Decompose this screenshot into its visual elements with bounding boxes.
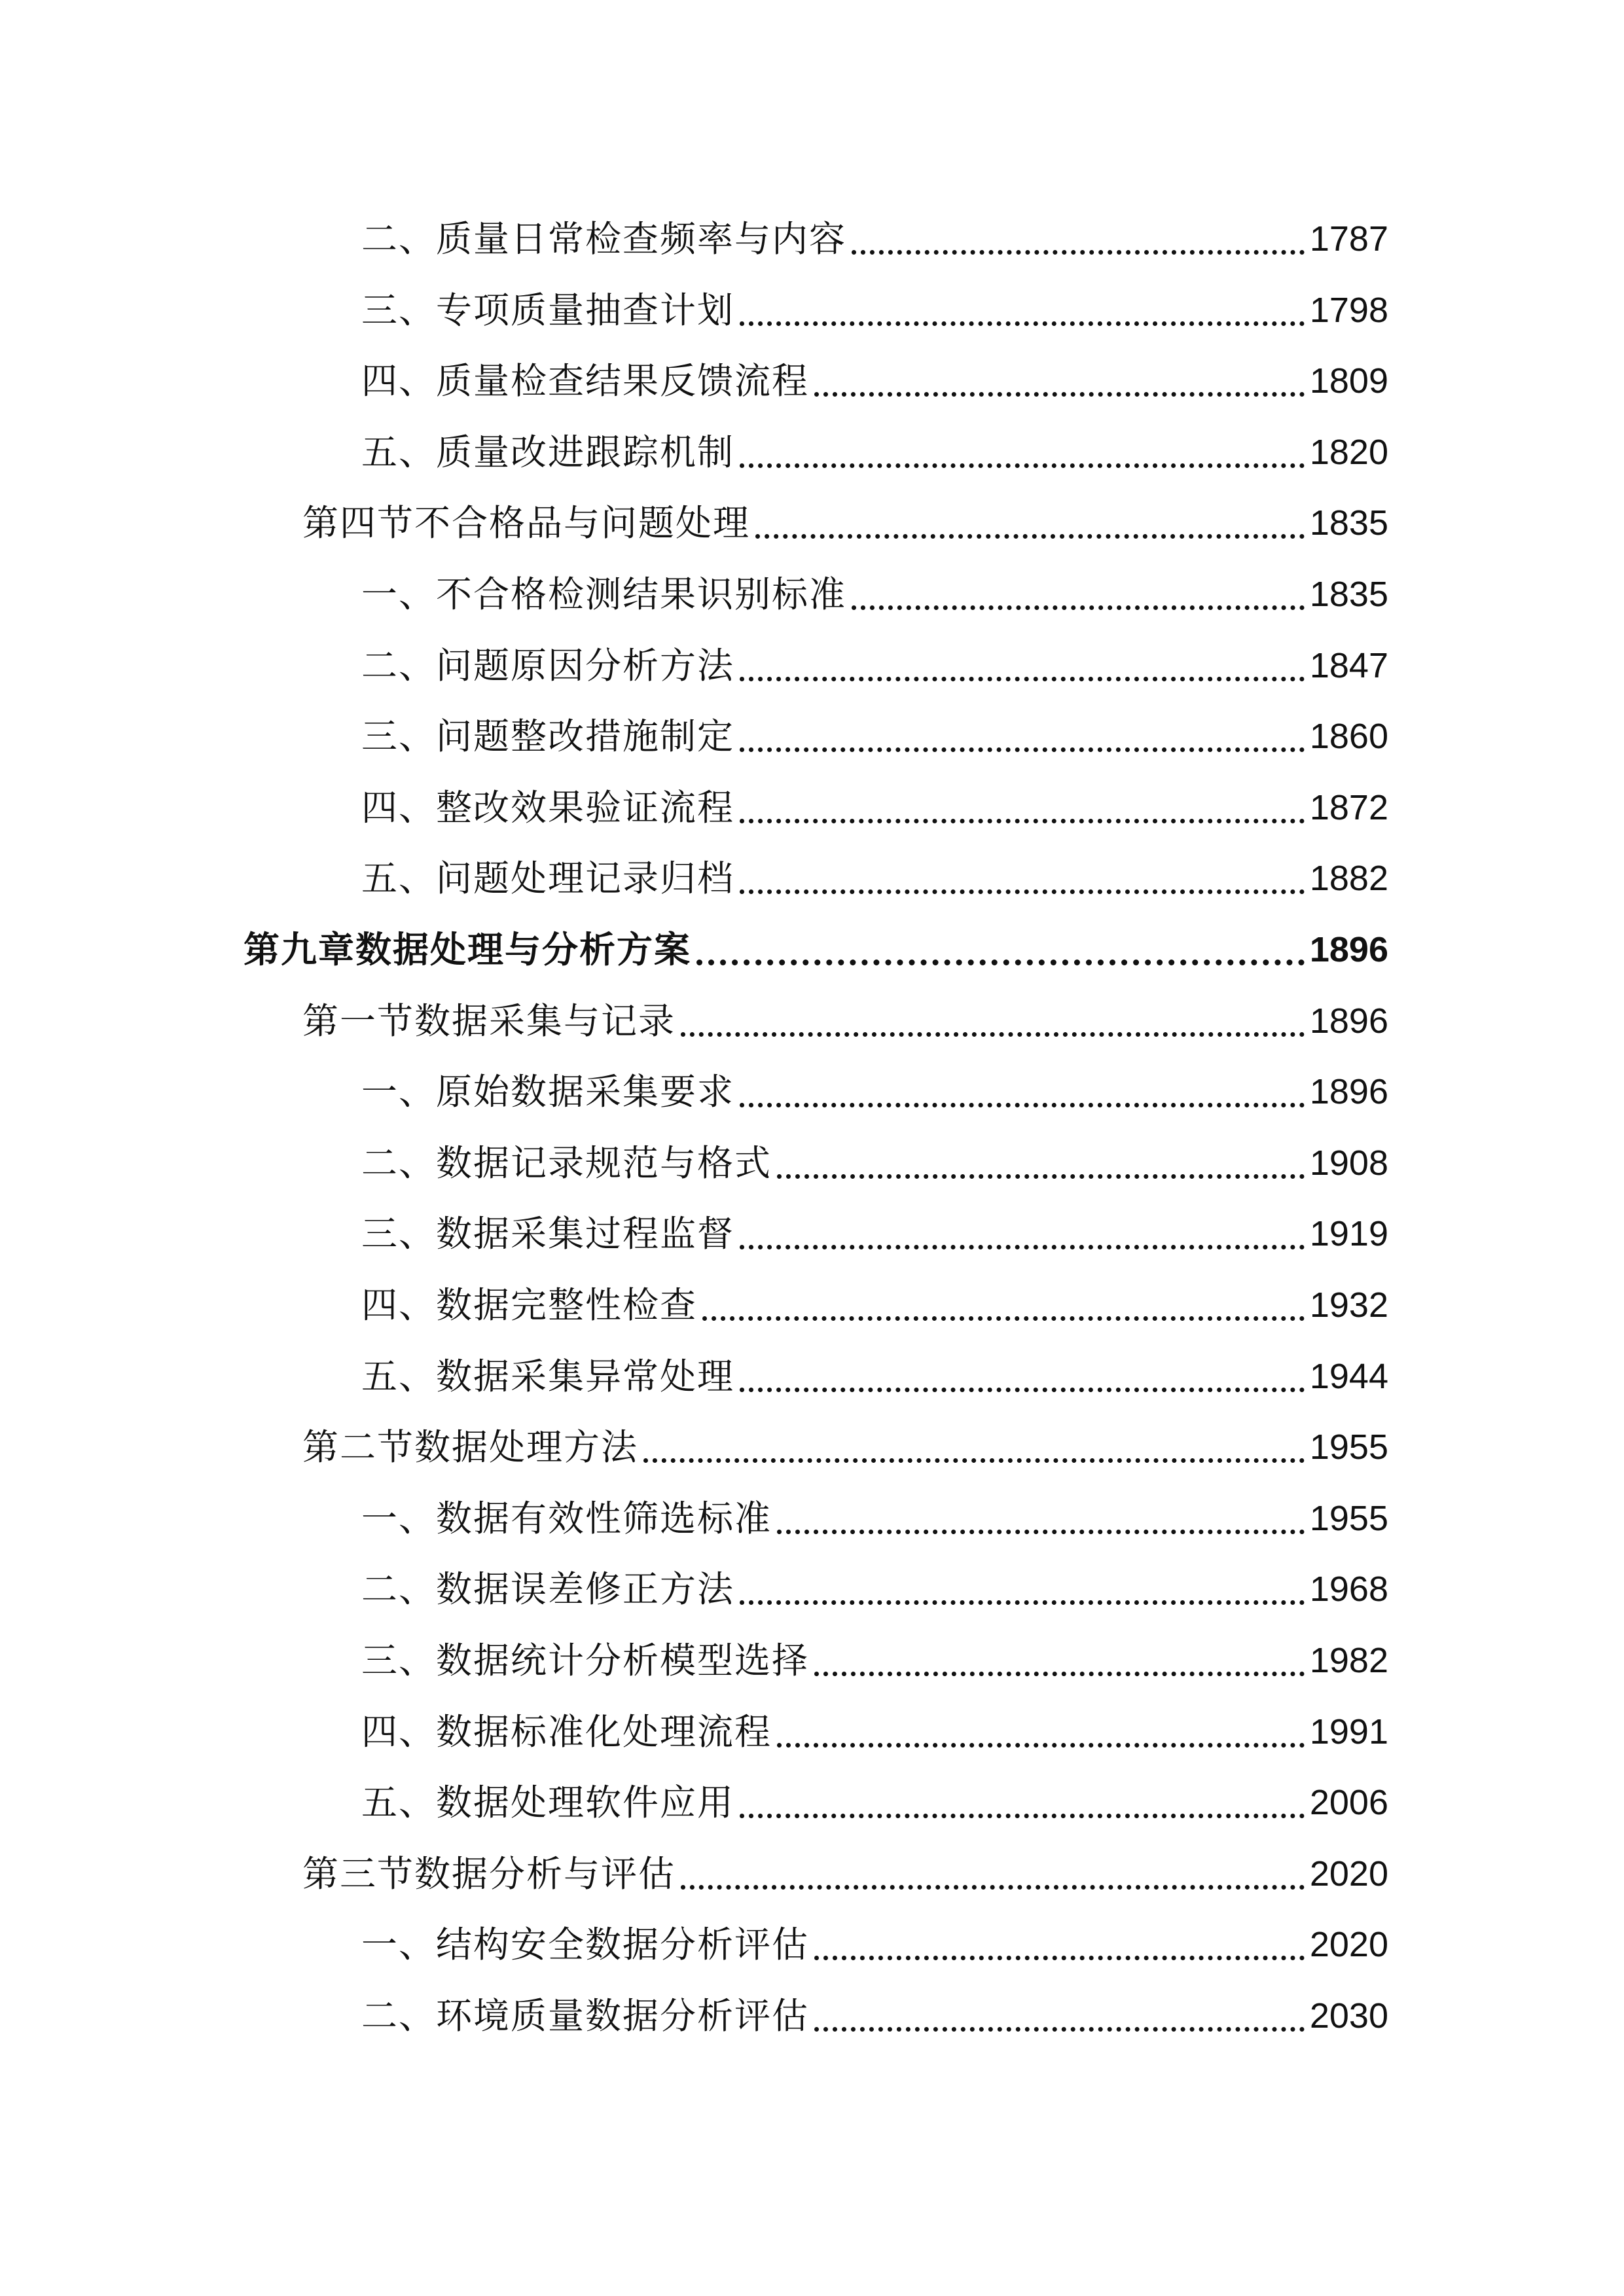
toc-subsection-entry[interactable] <box>361 355 1388 407</box>
toc-section-entry[interactable] <box>302 1421 1388 1473</box>
toc-entry-title: 四、数据标准化处理流程 <box>361 1711 772 1753</box>
toc-section-entry[interactable] <box>302 1848 1388 1900</box>
toc-entry-title: 二、数据误差修正方法 <box>361 1568 735 1610</box>
toc-subsection-entry[interactable] <box>361 639 1388 692</box>
toc-dot-leader <box>814 1956 1305 1960</box>
toc-dot-leader <box>696 960 1305 965</box>
toc-entry-title: 五、问题处理记录归档 <box>361 857 735 899</box>
toc-dot-leader <box>681 1885 1305 1890</box>
toc-page-number: 1908 <box>1309 1143 1388 1183</box>
toc-page-number: 1835 <box>1309 575 1388 614</box>
toc-dot-leader <box>814 2027 1305 2032</box>
toc-dot-leader <box>852 250 1305 255</box>
toc-entry-title: 一、原始数据采集要求 <box>361 1071 735 1113</box>
toc-dot-leader <box>777 1174 1305 1179</box>
toc-page-number: 1820 <box>1309 433 1388 472</box>
toc-dot-leader <box>681 1032 1305 1037</box>
toc-page-number: 1809 <box>1309 361 1388 401</box>
toc-page-number: 2020 <box>1309 1925 1388 1964</box>
toc-dot-leader <box>740 1245 1305 1249</box>
toc-section-entry[interactable] <box>302 995 1388 1047</box>
toc-dot-leader <box>702 1316 1305 1321</box>
toc-page-number: 1860 <box>1309 717 1388 756</box>
toc-dot-leader <box>740 1600 1305 1605</box>
toc-page-number: 1872 <box>1309 788 1388 827</box>
toc-dot-leader <box>740 889 1305 894</box>
toc-entry-title: 五、质量改进跟踪机制 <box>361 431 735 473</box>
toc-subsection-entry[interactable] <box>361 1279 1388 1331</box>
toc-subsection-entry[interactable] <box>361 1350 1388 1403</box>
toc-page-number: 1919 <box>1309 1214 1388 1253</box>
toc-entry-title: 一、不合格检测结果识别标准 <box>361 573 847 615</box>
toc-dot-leader <box>740 677 1305 681</box>
toc-page-number: 1955 <box>1309 1427 1388 1467</box>
toc-dot-leader <box>740 463 1305 468</box>
toc-subsection-entry[interactable] <box>361 1066 1388 1118</box>
toc-entry-title: 二、质量日常检查频率与内容 <box>361 218 847 260</box>
toc-entry-title: 二、环境质量数据分析评估 <box>361 1995 810 2037</box>
toc-subsection-entry[interactable] <box>361 1137 1388 1189</box>
toc-page-number: 1787 <box>1309 219 1388 259</box>
toc-dot-leader <box>740 1814 1305 1818</box>
toc-entry-title: 五、数据处理软件应用 <box>361 1782 735 1823</box>
toc-subsection-entry[interactable] <box>361 568 1388 620</box>
toc-subsection-entry[interactable] <box>361 1563 1388 1615</box>
toc-dot-leader <box>755 534 1305 539</box>
toc-subsection-entry[interactable] <box>361 426 1388 478</box>
toc-page-number: 1944 <box>1309 1357 1388 1396</box>
toc-subsection-entry[interactable] <box>361 852 1388 905</box>
toc-entry-title: 第四节不合格品与问题处理 <box>302 502 751 544</box>
toc-dot-leader <box>643 1458 1305 1463</box>
toc-entry-title: 二、问题原因分析方法 <box>361 645 735 687</box>
toc-dot-leader <box>740 1103 1305 1107</box>
toc-chapter-entry[interactable] <box>244 924 1388 976</box>
toc-page-number: 1932 <box>1309 1285 1388 1325</box>
toc-entry-title: 一、数据有效性筛选标准 <box>361 1498 772 1539</box>
toc-page-number: 1896 <box>1309 930 1388 969</box>
toc-subsection-entry[interactable] <box>361 1990 1388 2042</box>
toc-page-number: 1835 <box>1309 503 1388 543</box>
toc-page-number: 1896 <box>1309 1001 1388 1041</box>
toc-subsection-entry[interactable] <box>361 213 1388 265</box>
toc-dot-leader <box>740 1388 1305 1392</box>
toc-dot-leader <box>740 819 1305 823</box>
toc-entry-title: 一、结构安全数据分析评估 <box>361 1924 810 1965</box>
toc-entry-title: 四、数据完整性检查 <box>361 1284 698 1326</box>
toc-subsection-entry[interactable] <box>361 1776 1388 1829</box>
toc-entry-title: 三、问题整改措施制定 <box>361 715 735 757</box>
toc-dot-leader <box>814 1672 1305 1676</box>
toc-page-number: 1982 <box>1309 1641 1388 1680</box>
toc-page-number: 1882 <box>1309 859 1388 898</box>
toc-subsection-entry[interactable] <box>361 710 1388 762</box>
toc-entry-title: 第二节数据处理方法 <box>302 1426 639 1468</box>
toc-dot-leader <box>777 1743 1305 1748</box>
toc-dot-leader <box>740 747 1305 752</box>
toc-entry-title: 第一节数据采集与记录 <box>302 1000 676 1042</box>
toc-page-number: 1955 <box>1309 1499 1388 1538</box>
toc-entry-title: 五、数据采集异常处理 <box>361 1355 735 1397</box>
toc-subsection-entry[interactable] <box>361 284 1388 336</box>
toc-section-entry[interactable] <box>302 497 1388 549</box>
toc-entry-title: 三、数据统计分析模型选择 <box>361 1640 810 1681</box>
toc-dot-leader <box>777 1530 1305 1534</box>
toc-dot-leader <box>814 392 1305 397</box>
toc-subsection-entry[interactable] <box>361 1634 1388 1687</box>
toc-entry-title: 四、整改效果验证流程 <box>361 787 735 829</box>
toc-entry-title: 三、专项质量抽查计划 <box>361 289 735 331</box>
toc-dot-leader <box>740 321 1305 326</box>
toc-entry-title: 二、数据记录规范与格式 <box>361 1142 772 1184</box>
toc-page-number: 2006 <box>1309 1783 1388 1822</box>
toc-subsection-entry[interactable] <box>361 1918 1388 1971</box>
toc-subsection-entry[interactable] <box>361 1492 1388 1545</box>
toc-entry-title: 第三节数据分析与评估 <box>302 1853 676 1895</box>
toc-page-number: 1896 <box>1309 1072 1388 1111</box>
toc-entry-title: 三、数据采集过程监督 <box>361 1213 735 1255</box>
toc-subsection-entry[interactable] <box>361 1706 1388 1758</box>
toc-entry-title: 第九章数据处理与分析方案 <box>244 929 692 971</box>
toc-page-number: 1968 <box>1309 1570 1388 1609</box>
toc-dot-leader <box>852 605 1305 610</box>
toc-entry-title: 四、质量检查结果反馈流程 <box>361 360 810 402</box>
toc-page-number: 1991 <box>1309 1712 1388 1751</box>
toc-subsection-entry[interactable] <box>361 781 1388 834</box>
toc-page-number: 1798 <box>1309 291 1388 330</box>
toc-page-number: 2020 <box>1309 1854 1388 1893</box>
toc-page-number: 1847 <box>1309 646 1388 685</box>
toc-subsection-entry[interactable] <box>361 1208 1388 1260</box>
toc-page-number: 2030 <box>1309 1996 1388 2036</box>
